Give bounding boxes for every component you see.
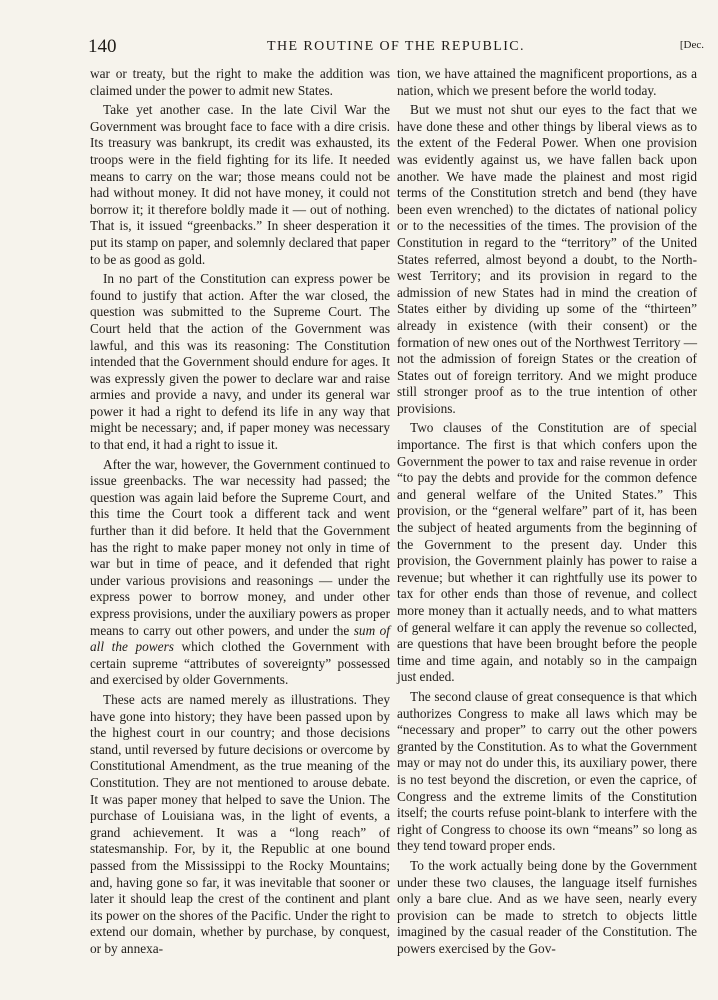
page-header (88, 36, 704, 62)
paragraph: tion, we have attained the magnificent proportions, as a nation, which we present before the world today. (397, 66, 697, 98)
paragraph: To the work actually being done by the Government under these two clauses, the language itself furnishes only a bare clue. And as we have seen, nearly every provision can be made to stretch to objects little imagined by the casual reader of the Constitution. The powers exercised by the Gov- (397, 857, 697, 956)
running-title: THE ROUTINE OF THE REPUBLIC. (267, 39, 525, 54)
left-column (90, 66, 390, 957)
italic-phrase: sum of all the powers (90, 622, 391, 655)
paragraph: But we must not shut our eyes to the fact that we have done these and other things by liberal views as to the extent of the Federal Power. When one provision was evidently against us, we have fallen back upon another. We have made the plainest and most rigid terms of the Constitution stretch and bend (they have been even wrenched) to the dictates of national policy or to the necessities of the times. The provision of the Constitution in regard to the “territory” of the United States referred, almost beyond a doubt, to the North-west Territory; and its provision in regard to the admission of new States had in mind the creation of States either by dividing up some of the “thirteen” already in existence (with their consent) or the formation of new ones out of the Northwest Territory — not the admission of foreign States or the creation of States out of foreign territory. And we might produce still stronger proof as to the true intention of other provisions. (397, 102, 697, 416)
paragraph: The second clause of great consequence is that which authorizes Congress to make all laws which may be “necessary and proper” to carry out the other powers granted by the Constitution. As to what the Government may or may not do under this, its auxiliary power, there is no test beyond the discretion, or even the caprice, of Congress and the extreme limits of the Constitution itself; the courts refuse point-blank to interfere with the right of Congress to choose its own “means” so long as they tend toward proper ends. (397, 688, 697, 854)
paragraph: war or treaty, but the right to make the addition was claimed under the power to admit new States. (90, 66, 390, 98)
paragraph (90, 457, 390, 689)
paragraph-text: After the war, however, the Government continued to issue greenbacks. The war necessity had passed; the question was again laid before the Supreme Court, and this time the Court took a different tack and went further than it did before. It held that the Government has the right to make paper money not only in time of war but in time of peace, and it defended that right under various provisions and reasonings — under the express power to borrow money, and under other express provisions, under the auxiliary powers as proper means to carry out other powers, and under the (90, 456, 390, 638)
paragraph: These acts are named merely as illustrations. They have gone into history; they have been passed upon by the highest court in our country; and those decisions stand, until reversed by future decisions or overcome by Constitutional Amendment, as the true meaning of the Constitution. They are not mentioned to arouse debate. It was paper money that helped to save the Union. The purchase of Louisiana was, in the light of events, a grand achievement. It was a “long reach” of statesmanship. For, by it, the Republic at one bound passed from the Mississippi to the Rocky Mountains; and, having gone so far, it was inevitable that sooner or later it should leap the crest of the continent and plant its power on the shores of the Pacific. Under the right to extend our domain, whether by purchase, by conquest, or by annexa- (90, 691, 390, 956)
paragraph-text: which clothed the Government with certain supreme “attributes of sovereignty” possessed and exercised by older Governments. (90, 639, 390, 688)
paragraph: In no part of the Constitution can express power be found to justify that action. After the war closed, the question was submitted to the Supreme Court. The Court held that the action of the Government was lawful, and this was its reasoning: The Constitution intended that the Government should endure for ages. It was expressly given the power to declare war and raise armies and provide a navy, and under its general war power it had a right to defend its life in any way that might be necessary; and, if paper money was necessary to that end, it had a right to issue it. (90, 271, 390, 453)
right-column (397, 66, 697, 957)
page-number: 140 (88, 36, 117, 57)
paragraph: Take yet another case. In the late Civil War the Government was brought face to face with a dire crisis. Its treasury was bankrupt, its credit was exhausted, its troops were in the field fighting for its life. It needed means to carry on the war; those means could not be had without money. It did not have money, it could not borrow it; it therefore boldly made it — out of nothing. That is, it issued “greenbacks.” In sheer desperation it put its stamp on paper, and solemnly declared that paper to be as good as gold. (90, 102, 390, 267)
paragraph: Two clauses of the Constitution are of special importance. The first is that which confers upon the Government the power to tax and raise revenue in order “to pay the debts and provide for the common defence and general welfare of the United States.” This provision, or the “general welfare” part of it, has been the subject of heated arguments from the beginning of the Government to the present day. Under this provision, the Government plainly has power to raise a revenue; but whether it can rightfully use its power to tax for other ends than those of revenue, and collect more money than it actually needs, and to what matters of general welfare it can apply the revenue so collected, are questions that have been brought before the people time and time again, and notably so in the campaign just ended. (397, 420, 697, 685)
month-marker: [Dec. (679, 39, 704, 51)
